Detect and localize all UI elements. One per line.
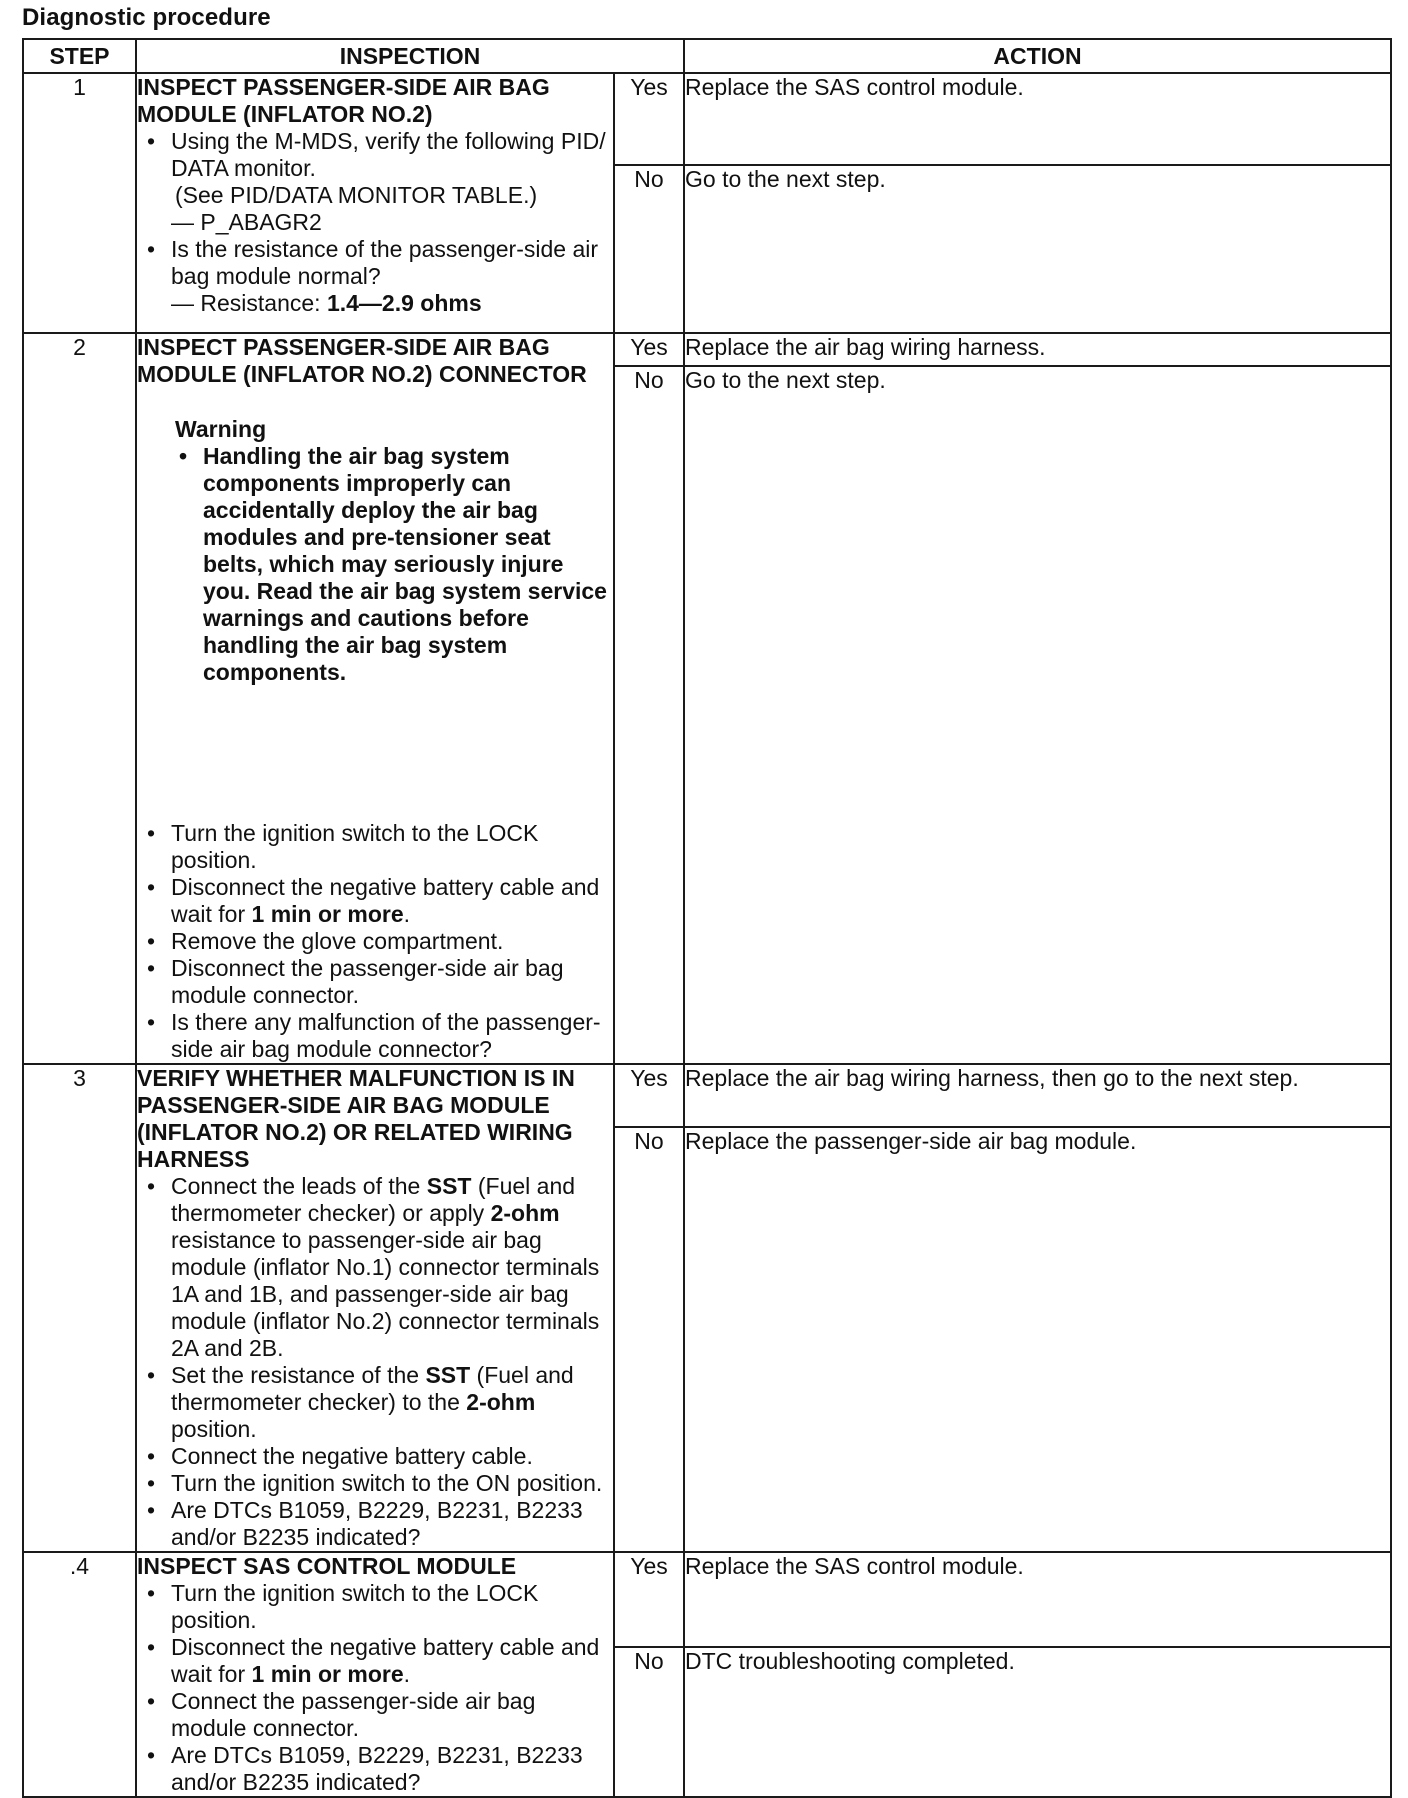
sub-line: — P_ABAGR2 xyxy=(171,209,322,235)
list-item: • Disconnect the passenger-side air bag module connector. xyxy=(137,955,613,1009)
step-number: 3 xyxy=(23,1064,136,1552)
figure-space xyxy=(137,686,613,820)
header-step: STEP xyxy=(23,39,136,73)
header-inspection: INSPECTION xyxy=(136,39,684,73)
list-item: • Are DTCs B1059, B2229, B2231, B2233 and/or B2235 indicated? xyxy=(137,1742,613,1796)
step-heading: VERIFY WHETHER MALFUNCTION IS IN PASSENGER-SIDE AIR BAG MODULE (INFLATOR NO.2) OR RELATED WIRING HARNESS xyxy=(137,1065,575,1172)
step-number: .4 xyxy=(23,1552,136,1797)
header-action: ACTION xyxy=(684,39,1391,73)
step-heading: INSPECT PASSENGER-SIDE AIR BAG MODULE (INFLATOR NO.2) xyxy=(137,74,550,127)
list-item: • Connect the leads of the SST (Fuel and thermometer checker) or apply 2-ohm resistance to passenger-side air bag module (inflator No.1) connector terminals 1A and 1B, and passenger-side air bag module (inflator No.2) connector terminals 2A and 2B. xyxy=(137,1173,613,1362)
warning-text: • Handling the air bag system components improperly can accidentally deploy the air bag modules and pre-tensioner seat belts, which may seriously injure you. Read the air bag system service warnings and cautions before handling the air bag system components. xyxy=(175,443,613,686)
no-label: No xyxy=(614,1127,684,1553)
warning-title: Warning xyxy=(175,416,267,442)
yes-action: Replace the air bag wiring harness, then go to the next step. xyxy=(684,1064,1391,1127)
page-title: Diagnostic procedure xyxy=(22,4,271,31)
list-item: • Disconnect the negative battery cable and wait for 1 min or more. xyxy=(137,1634,613,1688)
no-action: Go to the next step. xyxy=(684,366,1391,1064)
yes-label: Yes xyxy=(614,1064,684,1127)
step-1-inspection xyxy=(136,73,614,333)
yes-action: Replace the air bag wiring harness. xyxy=(684,333,1391,366)
list-item: • Are DTCs B1059, B2229, B2231, B2233 and/or B2235 indicated? xyxy=(137,1497,613,1551)
step-4-inspection xyxy=(136,1552,614,1797)
step-1-row-yes xyxy=(23,73,1391,165)
list-item: • Connect the passenger-side air bag module connector. xyxy=(137,1688,613,1742)
list-item: • Using the M-MDS, verify the following PID/ DATA monitor. (See PID/DATA MONITOR TABLE.) — P_ABAGR2 xyxy=(137,128,613,236)
step-4-row-yes xyxy=(23,1552,1391,1647)
header-row xyxy=(23,39,1391,73)
list-item: • Connect the negative battery cable. xyxy=(137,1443,613,1470)
no-label: No xyxy=(614,165,684,333)
yes-action: Replace the SAS control module. xyxy=(684,1552,1391,1647)
sub-line: — Resistance: 1.4—2.9 ohms xyxy=(171,290,482,316)
no-action: Replace the passenger-side air bag module. xyxy=(684,1127,1391,1553)
list-item: • Is there any malfunction of the passenger-side air bag module connector? xyxy=(137,1009,613,1063)
step-heading: INSPECT SAS CONTROL MODULE xyxy=(137,1553,517,1579)
step-heading: INSPECT PASSENGER-SIDE AIR BAG MODULE (INFLATOR NO.2) CONNECTOR xyxy=(137,334,587,387)
no-label: No xyxy=(614,366,684,1064)
list-item: • Set the resistance of the SST (Fuel and thermometer checker) to the 2-ohm position. xyxy=(137,1362,613,1443)
sub-line: (See PID/DATA MONITOR TABLE.) xyxy=(175,182,538,208)
list-item: • Turn the ignition switch to the LOCK position. xyxy=(137,820,613,874)
yes-label: Yes xyxy=(614,73,684,165)
step-number: 1 xyxy=(23,73,136,333)
list-item: • Disconnect the negative battery cable and wait for 1 min or more. xyxy=(137,874,613,928)
list-item: • Turn the ignition switch to the ON position. xyxy=(137,1470,613,1497)
no-action: DTC troubleshooting completed. xyxy=(684,1647,1391,1797)
no-label: No xyxy=(614,1647,684,1797)
list-item: • Is the resistance of the passenger-side air bag module normal? — Resistance: 1.4—2.9 ohms xyxy=(137,236,613,317)
step-2-inspection xyxy=(136,333,614,1064)
step-2-row-yes xyxy=(23,333,1391,366)
list-item: • Turn the ignition switch to the LOCK position. xyxy=(137,1580,613,1634)
list-item: • Remove the glove compartment. xyxy=(137,928,613,955)
yes-label: Yes xyxy=(614,1552,684,1647)
yes-action: Replace the SAS control module. xyxy=(684,73,1391,165)
step-number: 2 xyxy=(23,333,136,1064)
yes-label: Yes xyxy=(614,333,684,366)
diagnostic-table xyxy=(22,38,1392,1798)
step-3-row-yes xyxy=(23,1064,1391,1127)
step-3-inspection xyxy=(136,1064,614,1552)
no-action: Go to the next step. xyxy=(684,165,1391,333)
